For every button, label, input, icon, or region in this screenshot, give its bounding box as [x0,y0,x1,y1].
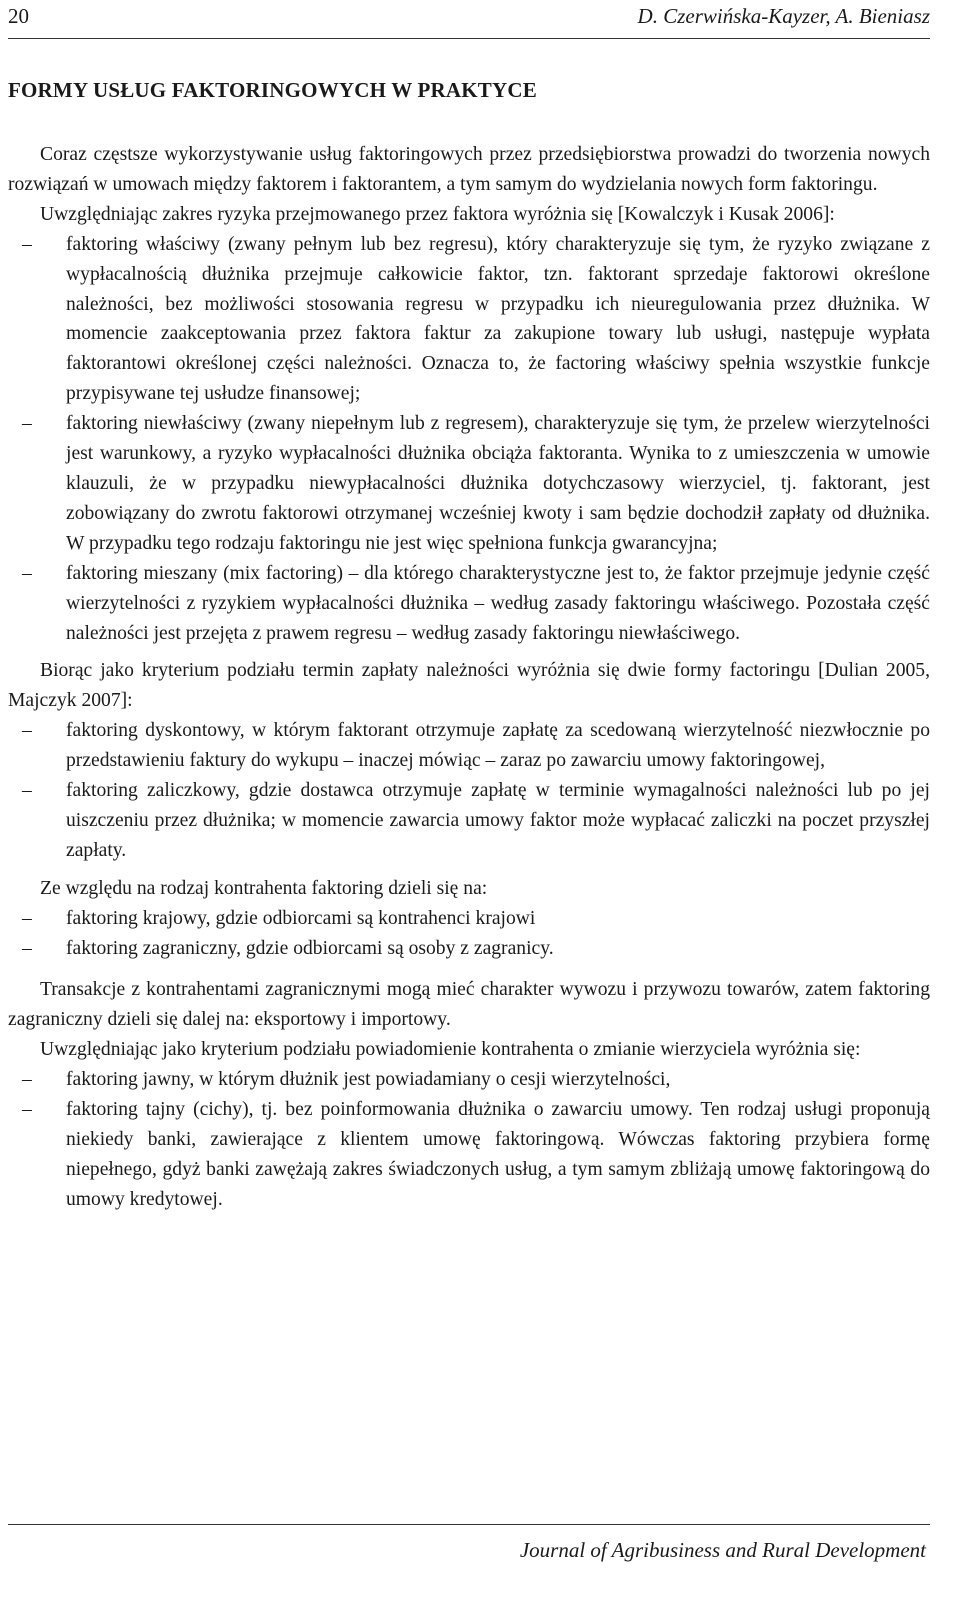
page-number: 20 [8,4,29,28]
section-heading: FORMY USŁUG FAKTORINGOWYCH W PRAKTYCE [8,78,537,102]
body-text [8,140,930,1215]
list-item: – faktoring mieszany (mix factoring) – dla którego charakterystyczne jest to, że faktor przejmuje jedynie część wierzytelności z ryzykiem wypłacalności dłużnika – według zasady faktoringu właściwego. Pozostała część należności jest przejęta z prawem regresu – według zasady faktoringu niewłaściwego. [8,559,930,649]
document-page [8,0,930,1622]
paragraph-contractor-intro: Ze względu na rodzaj kontrahenta faktoring dzieli się na: [40,877,488,899]
list-payment-forms [8,716,930,866]
list-item: – faktoring właściwy (zwany pełnym lub bez regresu), który charakteryzuje się tym, że ryzyko związane z wypłacalnością dłużnika przejmuje całkowicie faktor, tzn. faktorant sprzedaje faktorowi określone należności, bez możliwości stosowania regresu w przypadku ich nieuregulowania przez dłużnika. W momencie zaakceptowania przez faktora faktur za zakupione towary lub usługi, następuje wypłata faktorantowi określonej części należności. Oznacza to, że factoring właściwy spełnia wszystkie funkcje przypisywane tej usłudze finansowej; [8,230,930,409]
list-notification-forms [8,1065,930,1215]
journal-footer: Journal of Agribusiness and Rural Development [519,1538,926,1562]
list-item: – faktoring jawny, w którym dłużnik jest powiadamiany o cesji wierzytelności, [8,1065,930,1095]
list-item: – faktoring niewłaściwy (zwany niepełnym lub z regresem), charakteryzuje się tym, że przelew wierzytelności jest warunkowy, a ryzyko wypłacalności dłużnika obciąża faktoranta. Wynika to z umieszczenia w umowie klauzuli, że w przypadku niewypłacalności dłużnika dotychczasowy wierzyciel, tj. faktorant, jest zobowiązany do zwrotu faktorowi otrzymanej wcześniej kwoty i sam będzie dochodził zapłaty od dłużnika. W przypadku tego rodzaju faktoringu nie jest więc spełniona funkcja gwarancyjna; [8,409,930,559]
list-item: – faktoring zaliczkowy, gdzie dostawca otrzymuje zapłatę w terminie wymagalności należności lub po jej uiszczeniu przez dłużnika; w momencie zawarcia umowy faktor może wypłacać zaliczki na poczet przyszłej zapłaty. [8,776,930,866]
paragraph-foreign-transactions: Transakcje z kontrahentami zagranicznymi mogą mieć charakter wywozu i przywozu towarów, zatem faktoring zagraniczny dzieli się dalej na: eksportowy i importowy. [8,979,930,1031]
paragraph-notification-intro: Uwzględniając jako kryterium podziału powiadomienie kontrahenta o zmianie wierzyciela wyróżnia się: [40,1039,861,1061]
footer-divider [8,1524,930,1525]
paragraph-payment-intro: Biorąc jako kryterium podziału termin zapłaty należności wyróżnia się dwie formy factoringu [Dulian 2005, Majczyk 2007]: [8,660,930,712]
page-header [8,4,930,36]
list-item: – faktoring dyskontowy, w którym faktorant otrzymuje zapłatę za scedowaną wierzytelność niezwłocznie po przedstawieniu faktury do wykupu – inaczej mówiąc – zaraz po zawarciu umowy faktoringowej, [8,716,930,776]
list-contractor-forms [8,904,930,964]
header-divider [8,38,930,39]
list-item: – faktoring zagraniczny, gdzie odbiorcami są osoby z zagranicy. [8,934,930,964]
paragraph-intro: Coraz częstsze wykorzystywanie usług faktoringowych przez przedsiębiorstwa prowadzi do tworzenia nowych rozwiązań w umowach między faktorem i faktorantem, a tym samym do wydzielania nowych form faktoringu. [8,144,930,195]
paragraph-risk-intro: Uwzględniając zakres ryzyka przejmowanego przez faktora wyróżnia się [Kowalczyk i Kusak 2006]: [40,203,835,225]
list-item: – faktoring krajowy, gdzie odbiorcami są kontrahenci krajowi [8,904,930,934]
running-head-authors: D. Czerwińska-Kayzer, A. Bieniasz [637,4,930,28]
list-item: – faktoring tajny (cichy), tj. bez poinformowania dłużnika o zawarciu umowy. Ten rodzaj usługi proponują niekiedy banki, zawierające z klientem umowę faktoringową. Wówczas faktoring przybiera formę niepełnego, gdyż banki zawężają zakres świadczonych usług, a tym samym zbliżają umowę faktoringową do umowy kredytowej. [8,1095,930,1215]
list-risk-forms [8,230,930,649]
